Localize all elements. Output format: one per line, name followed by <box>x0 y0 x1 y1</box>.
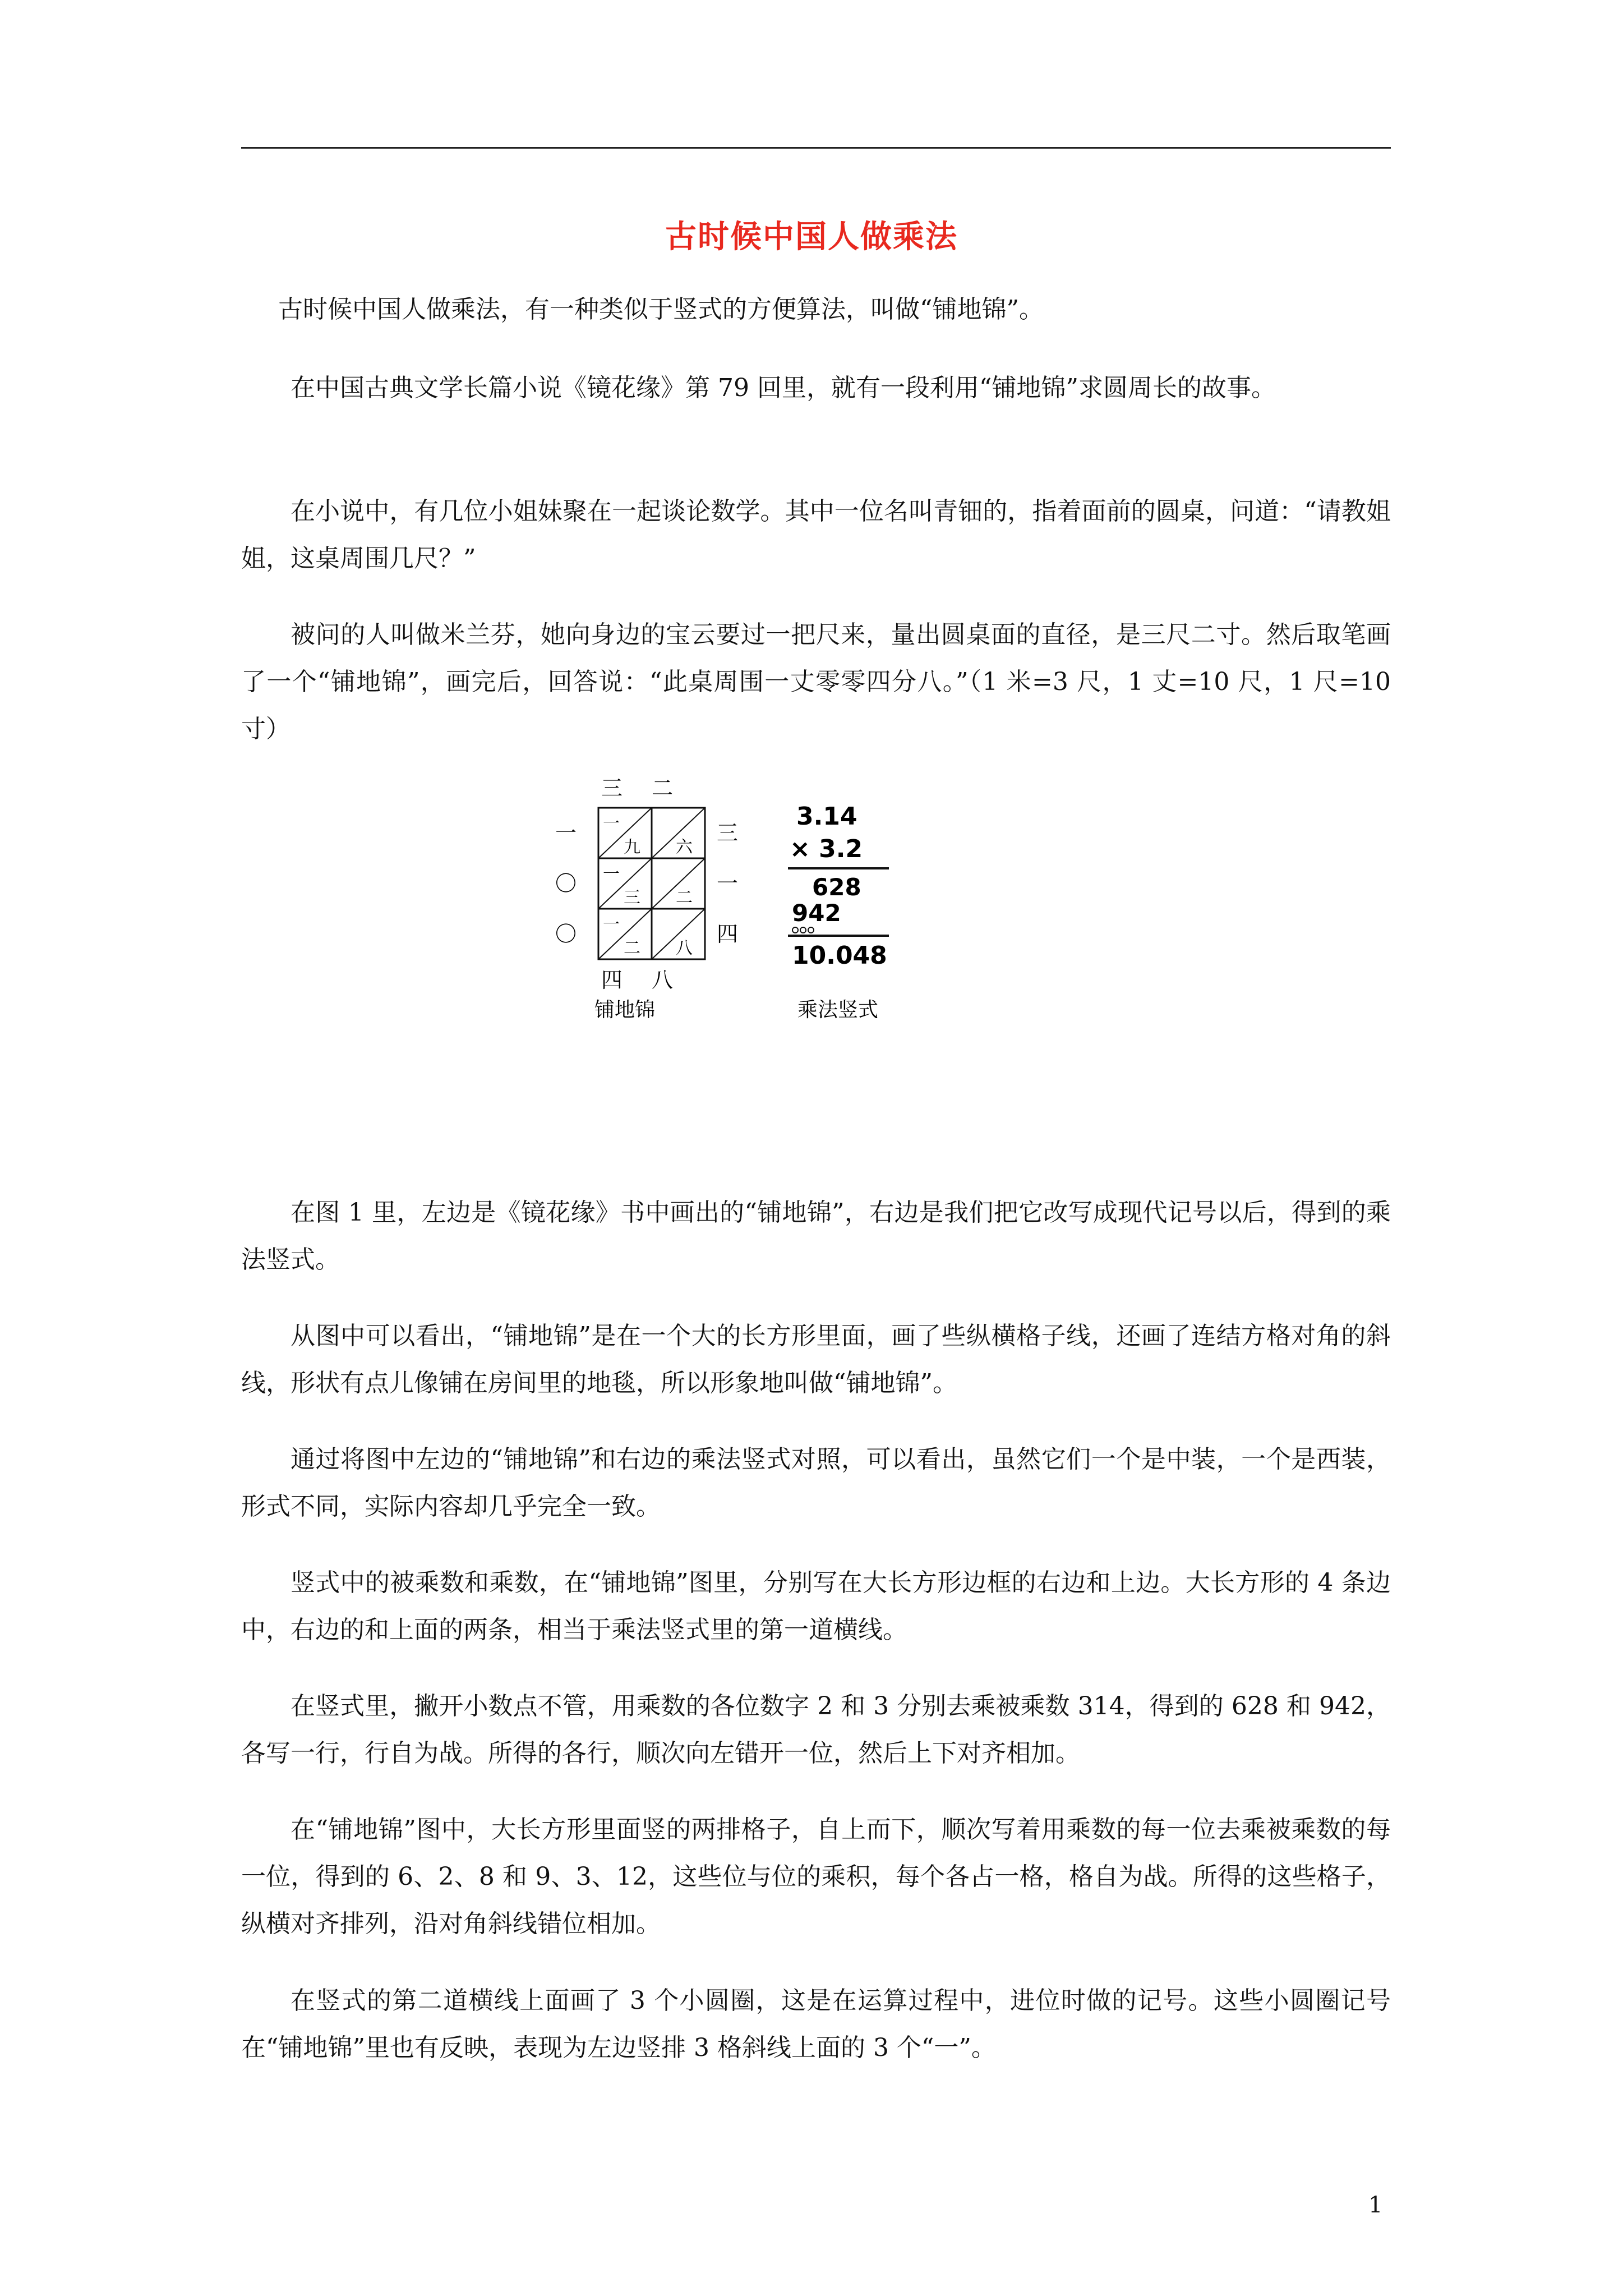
paragraph-4: 被问的人叫做米兰芬，她向身边的宝云要过一把尺来，量出圆桌面的直径，是三尺二寸。然后取笔画了一个“铺地锦”，画完后，回答说：“此桌周围一丈零零四分八。”（1 米=3 尺，1 丈=10 尺，1 尺=10 寸） <box>241 620 1391 743</box>
cell-3-1-upper: 一 <box>603 915 620 935</box>
cell-2-1-upper: 一 <box>603 864 620 884</box>
cell-2-1-lower: 三 <box>624 888 640 908</box>
paragraph-3: 在小说中，有几位小姐妹聚在一起谈论数学。其中一位名叫青钿的，指着面前的圆桌，问道：“请教姐姐，这桌周围几尺？” <box>241 497 1391 573</box>
vertical-caption: 乘法竖式 <box>797 999 879 1022</box>
pudijin-caption: 铺地锦 <box>594 999 656 1022</box>
carry-circle-1 <box>792 927 798 933</box>
header-rule <box>241 147 1391 149</box>
document-title: 古时候中国人做乘法 <box>665 218 958 255</box>
cell-1-1-upper: 一 <box>603 814 620 834</box>
top-label-2: 二 <box>652 776 674 800</box>
paragraph-2: 在中国古典文学长篇小说《镜花缘》第 79 回里，就有一段利用“铺地锦”求圆周长的故事。 <box>291 374 1276 402</box>
paragraph-10: 在“铺地锦”图中，大长方形里面竖的两排格子，自上而下，顺次写着用乘数的每一位去乘被乘数的每一位，得到的 6、2、8 和 9、3、12，这些位与位的乘积，每个各占一格，格自为战。所得的这些格子，纵横对齐排列，沿对角斜线错位相加。 <box>241 1815 1391 1938</box>
left-label-3: 〇 <box>555 922 577 946</box>
carry-circle-2 <box>800 927 806 933</box>
page-number: 1 <box>1368 2192 1383 2218</box>
cell-1-1-lower: 九 <box>624 838 640 857</box>
cell-3-2-lower: 八 <box>676 938 693 958</box>
right-label-3: 四 <box>717 922 739 946</box>
bottom-label-2: 八 <box>652 968 674 992</box>
cell-3-1-lower: 二 <box>624 938 640 958</box>
paragraph-7: 通过将图中左边的“铺地锦”和右边的乘法竖式对照，可以看出，虽然它们一个是中装，一个是西装，形式不同，实际内容却几乎完全一致。 <box>241 1445 1391 1521</box>
right-label-1: 三 <box>717 821 739 845</box>
paragraph-11: 在竖式的第二道横线上面画了 3 个小圆圈，这是在运算过程中，进位时做的记号。这些小圆圈记号在“铺地锦”里也有反映，表现为左边竖排 3 格斜线上面的 3 个“一”。 <box>241 1986 1391 2062</box>
partial-product-2: 942 <box>792 899 841 927</box>
cell-2-2-lower: 二 <box>676 888 693 908</box>
multiplicand: 3.14 <box>796 802 857 831</box>
vertical-multiplication <box>788 802 889 1022</box>
bottom-label-1: 四 <box>601 968 623 992</box>
right-label-2: 一 <box>717 871 739 896</box>
cell-1-2-lower: 六 <box>676 838 693 857</box>
paragraph-9: 在竖式里，撇开小数点不管，用乘数的各位数字 2 和 3 分别去乘被乘数 314，得到的 628 和 942，各写一行，行自为战。所得的各行，顺次向左错开一位，然后上下对齐相加。 <box>241 1692 1391 1768</box>
left-label-1: 一 <box>555 821 577 845</box>
multiplier: × 3.2 <box>790 835 863 863</box>
paragraph-1: 古时候中国人做乘法，有一种类似于竖式的方便算法，叫做“铺地锦”。 <box>278 295 1044 324</box>
pudijin-diagram <box>555 776 738 1022</box>
partial-product-1: 628 <box>812 873 861 901</box>
paragraph-6: 从图中可以看出，“铺地锦”是在一个大的长方形里面，画了些纵横格子线，还画了连结方格对角的斜线，形状有点儿像铺在房间里的地毯，所以形象地叫做“铺地锦”。 <box>241 1322 1391 1397</box>
figure-1 <box>538 763 976 1077</box>
figure-svg <box>538 763 976 1077</box>
carry-circle-3 <box>808 927 814 933</box>
paragraph-8: 竖式中的被乘数和乘数，在“铺地锦”图里，分别写在大长方形边框的右边和上边。大长方形的 4 条边中，右边的和上面的两条，相当于乘法竖式里的第一道横线。 <box>241 1568 1391 1644</box>
top-label-1: 三 <box>601 776 623 800</box>
product: 10.048 <box>792 941 887 970</box>
left-label-2: 〇 <box>555 871 577 896</box>
paragraph-5: 在图 1 里，左边是《镜花缘》书中画出的“铺地锦”，右边是我们把它改写成现代记号以后，得到的乘法竖式。 <box>241 1198 1391 1274</box>
